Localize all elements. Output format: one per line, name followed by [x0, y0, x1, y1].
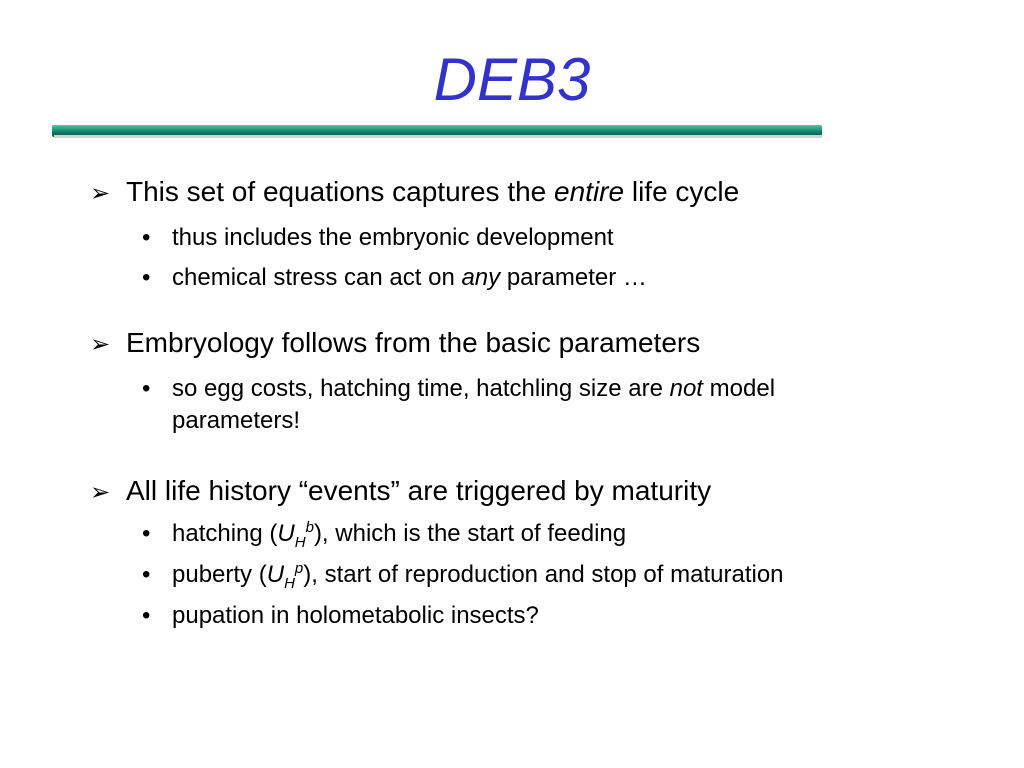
- sub-point-text: so egg costs, hatching time, hatchling size are not model parameters!: [172, 375, 776, 434]
- sub-point-text: chemical stress can act on any parameter …: [172, 264, 647, 291]
- maturity-symbol: U: [277, 520, 295, 547]
- sub-point-text: thus includes the embryonic development: [172, 224, 614, 251]
- sub-point-2-1: [142, 373, 902, 437]
- main-point-text: This set of equations captures the entire life cycle: [126, 176, 740, 207]
- main-point-text: Embryology follows from the basic parameters: [126, 327, 701, 358]
- main-point-text: All life history “events” are triggered by maturity: [126, 475, 712, 506]
- maturity-symbol: U: [266, 561, 285, 588]
- bullet-dot-icon: •: [142, 224, 151, 251]
- sub-point-1-2: [142, 262, 902, 294]
- sub-point-3-2: [142, 559, 902, 591]
- main-point-1: [90, 175, 739, 211]
- arrow-bullet-icon: ➢: [90, 479, 111, 506]
- sub-point-1-1: [142, 222, 902, 254]
- main-point-2: [90, 326, 700, 362]
- main-point-3: [90, 474, 711, 510]
- bullet-dot-icon: •: [142, 520, 151, 547]
- bullet-dot-icon: •: [142, 375, 151, 402]
- sub-point-text: pupation in holometabolic insects?: [172, 602, 539, 629]
- sub-point-text: hatching $(U_H^b)$, which is the start of feeding: [172, 519, 627, 551]
- bullet-dot-icon: •: [142, 561, 151, 588]
- arrow-bullet-icon: ➢: [90, 180, 111, 207]
- sub-point-text: puberty $(U_H^p)$, start of reproduction and stop of maturation: [172, 560, 784, 592]
- slide-title: DEB3: [433, 46, 591, 113]
- bullet-dot-icon: •: [142, 602, 151, 629]
- sub-point-3-1: [142, 518, 902, 550]
- sub-point-3-3: [142, 600, 902, 632]
- bullet-dot-icon: •: [142, 264, 151, 291]
- arrow-bullet-icon: ➢: [90, 331, 111, 358]
